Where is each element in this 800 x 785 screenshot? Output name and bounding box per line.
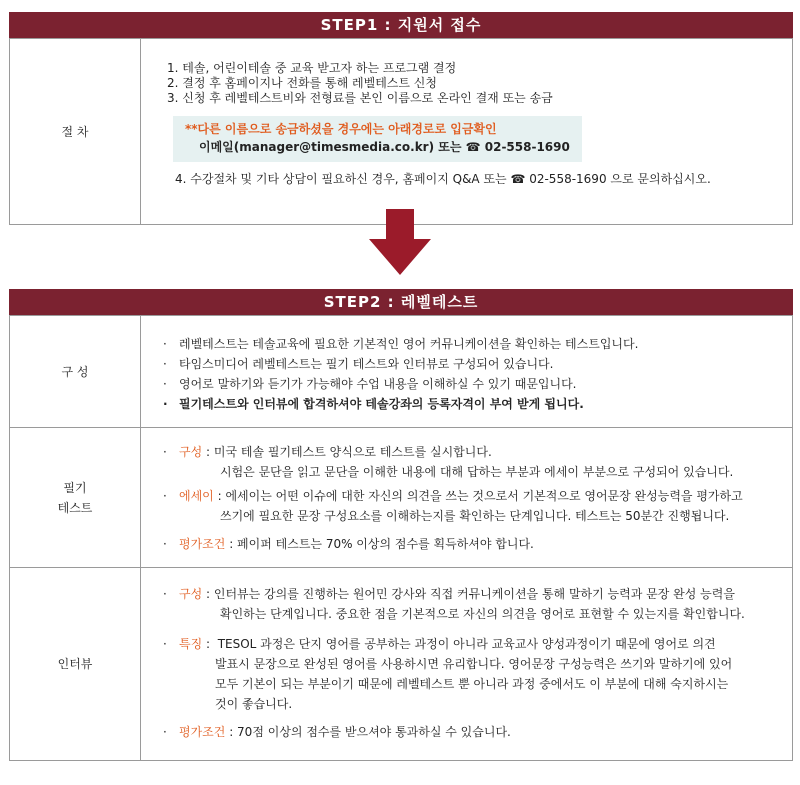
written-test-label bbox=[10, 428, 141, 567]
written-key-composition: 구성 bbox=[179, 445, 203, 459]
written-key-criteria: 평가조건 bbox=[179, 537, 226, 551]
composition-item-3 bbox=[163, 374, 792, 394]
interview-line: 모두 기본이 되는 부분이기 때문에 레벨테스트 뿐 아니라 과정 중에서도 이 부분에 대해 숙지하시는 bbox=[215, 677, 729, 691]
procedure-item-2: 2. 결정 후 홈페이지나 전화를 통해 레벨테스트 신청 bbox=[167, 76, 437, 90]
interview-row bbox=[10, 567, 792, 760]
interview-key-feature: 특징 bbox=[179, 637, 203, 651]
key-separator: : bbox=[202, 445, 214, 459]
step2-header: STEP2 : 레벨테스트 bbox=[9, 289, 793, 315]
interview-line: TESOL 과정은 단지 영어를 공부하는 과정이 아니라 교육교사 양성과정이기 때문에 영어로 의견 bbox=[217, 637, 716, 651]
key-separator: : bbox=[202, 587, 214, 601]
interview-line: 70점 이상의 점수를 받으셔야 통과하실 수 있습니다. bbox=[237, 725, 511, 739]
procedure-item-4: 4. 수강절차 및 기타 상담이 필요하신 경우, 홈페이지 Q&A 또는 ☎ 02-558-1690 으로 문의하십시오. bbox=[175, 172, 711, 186]
bullet-dot: · bbox=[163, 637, 167, 651]
procedure-item-3: 3. 신청 후 레벨테스트비와 전형료를 본인 이름으로 온라인 결재 또는 송금 bbox=[167, 91, 553, 105]
written-label-line1: 필기 bbox=[63, 480, 87, 495]
key-separator: : bbox=[202, 637, 218, 651]
written-line: 시험은 문단을 읽고 문단을 이해한 내용에 대해 답하는 부분과 에세이 부분으로 구성되어 있습니다. bbox=[220, 465, 734, 479]
notice-box bbox=[173, 116, 582, 162]
written-line: 에세이는 어떤 이슈에 대한 자신의 의견을 쓰는 것으로서 기본적으로 영어문장 완성능력을 평가하고 bbox=[225, 489, 743, 503]
written-line: 미국 테솔 필기테스트 양식으로 테스트를 실시합니다. bbox=[213, 445, 492, 459]
procedure-row bbox=[10, 38, 792, 224]
interview-content bbox=[141, 568, 792, 760]
composition-text: 레벨테스트는 테솔교육에 필요한 기본적인 영어 커뮤니케이션을 확인하는 테스트입니다. bbox=[179, 337, 639, 351]
bullet-dot: · bbox=[163, 489, 167, 503]
step1-table bbox=[9, 38, 793, 225]
composition-text: 필기테스트와 인터뷰에 합격하셔야 테솔강좌의 등록자격이 부여 받게 됩니다. bbox=[179, 397, 584, 411]
interview-item-criteria bbox=[163, 722, 792, 742]
written-test-content bbox=[141, 428, 792, 567]
notice-warning: **다른 이름으로 송금하셨을 경우에는 아래경로로 입금확인 bbox=[185, 122, 497, 136]
written-item-composition bbox=[163, 442, 792, 482]
composition-item-4 bbox=[163, 394, 792, 414]
composition-item-2 bbox=[163, 354, 792, 374]
key-separator: : bbox=[213, 489, 226, 503]
key-separator: : bbox=[225, 725, 238, 739]
interview-key-criteria: 평가조건 bbox=[179, 725, 226, 739]
composition-row bbox=[10, 315, 792, 427]
written-test-row bbox=[10, 427, 792, 567]
bullet-dot: · bbox=[163, 725, 167, 739]
interview-label: 인터뷰 bbox=[10, 568, 141, 760]
composition-content bbox=[141, 316, 792, 427]
procedure-label: 절 차 bbox=[10, 39, 141, 224]
procedure-item-1: 1. 테솔, 어린이테솔 중 교육 받고자 하는 프로그램 결정 bbox=[167, 61, 457, 75]
interview-line: 확인하는 단계입니다. 중요한 점을 기본적으로 자신의 의견을 영어로 표현할 수 있는지를 확인합니다. bbox=[220, 607, 745, 621]
notice-box-wrap bbox=[167, 116, 792, 162]
composition-item-1 bbox=[163, 334, 792, 354]
composition-text: 영어로 말하기와 듣기가 가능해야 수업 내용을 이해하실 수 있기 때문입니다. bbox=[179, 377, 577, 391]
bullet-dot: · bbox=[163, 357, 167, 371]
composition-text: 타임스미디어 레벨테스트는 필기 테스트와 인터뷰로 구성되어 있습니다. bbox=[179, 357, 554, 371]
bullet-dot: · bbox=[163, 377, 167, 391]
bullet-dot: · bbox=[163, 445, 167, 459]
written-line: 페이퍼 테스트는 70% 이상의 점수를 획득하셔야 합니다. bbox=[237, 537, 534, 551]
interview-line: 인터뷰는 강의를 진행하는 원어민 강사와 직접 커뮤니케이션을 통해 말하기 능력과 문장 완성 능력을 bbox=[213, 587, 735, 601]
composition-label: 구 성 bbox=[10, 316, 141, 427]
bullet-dot: · bbox=[163, 587, 167, 601]
written-label-line2: 테스트 bbox=[57, 500, 93, 515]
step2-table bbox=[9, 315, 793, 761]
bullet-dot: · bbox=[163, 397, 168, 411]
down-arrow-icon bbox=[365, 209, 435, 279]
notice-contact: 이메일(manager@timesmedia.co.kr) 또는 ☎ 02-558-1690 bbox=[199, 140, 570, 154]
bullet-dot: · bbox=[163, 537, 167, 551]
interview-item-composition bbox=[163, 584, 792, 624]
bullet-dot: · bbox=[163, 337, 167, 351]
key-separator: : bbox=[225, 537, 238, 551]
interview-line: 것이 좋습니다. bbox=[215, 697, 293, 711]
written-key-essay: 에세이 bbox=[179, 489, 214, 503]
procedure-content bbox=[141, 39, 792, 224]
step1-header: STEP1 : 지원서 접수 bbox=[9, 12, 793, 38]
interview-line: 발표시 문장으로 완성된 영어를 사용하시면 유리합니다. 영어문장 구성능력은 쓰기와 말하기에 있어 bbox=[215, 657, 733, 671]
written-line: 쓰기에 필요한 문장 구성요소를 이해하는지를 확인하는 단계입니다. 테스트는 50분간 진행됩니다. bbox=[220, 509, 730, 523]
written-item-criteria bbox=[163, 534, 792, 554]
interview-item-feature bbox=[163, 634, 792, 714]
interview-key-composition: 구성 bbox=[179, 587, 203, 601]
written-item-essay bbox=[163, 486, 792, 526]
